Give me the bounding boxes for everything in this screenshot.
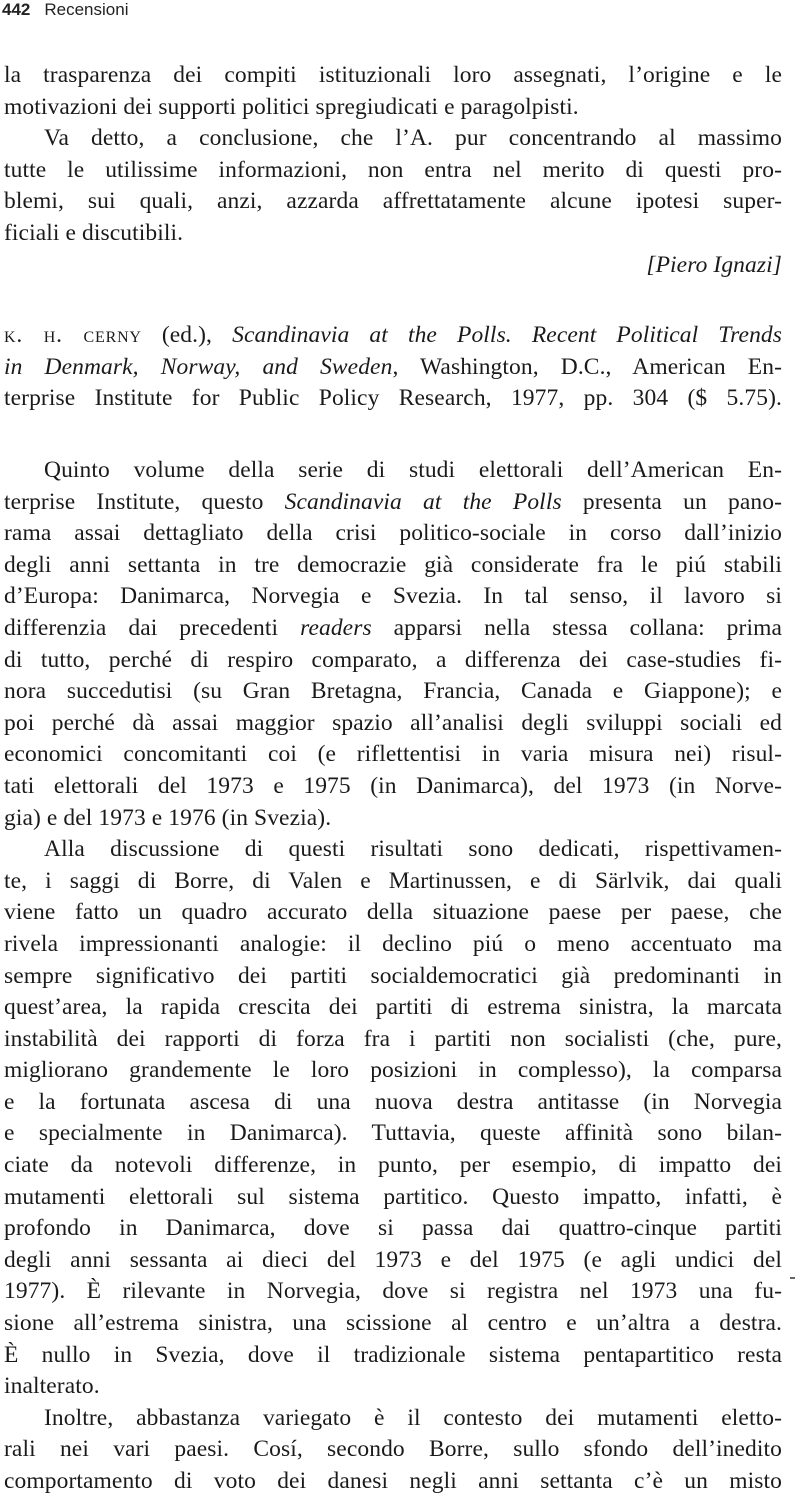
text-line: gia) e del 1973 e 1976 (in Svezia). xyxy=(4,804,332,831)
text-line: ciate da notevoli differenze, in punto, per esempio, di impatto dei xyxy=(4,1152,782,1179)
text-line: tutte le utilissime informazioni, non entra nel merito di questi pro- xyxy=(4,156,782,183)
text-line: comportamento di voto dei danesi negli anni settanta c’è un misto xyxy=(4,1468,782,1494)
citation-line: in Denmark, Norway, and Sweden, Washington, D.C., American En- xyxy=(4,353,782,380)
text-line: nora succedutisi (su Gran Bretagna, Francia, Canada e Giappone); e xyxy=(4,678,782,705)
text-line: poi perché dà assai maggior spazio all’analisi degli sviluppi sociali ed xyxy=(4,709,782,736)
book-citation xyxy=(4,320,782,415)
book-title: Scandinavia at the Polls. Recent Political Trends xyxy=(232,322,782,348)
text-line: inalterato. xyxy=(4,1373,100,1400)
text-line: ficiali e discutibili. xyxy=(4,219,184,246)
book-author: k. h. cerny xyxy=(4,322,142,348)
text-line: Alla discussione di questi risultati sono dedicati, rispettivamen- xyxy=(44,836,782,863)
text-line: rali nei vari paesi. Cosí, secondo Borre, sullo sfondo dell’inedito xyxy=(4,1436,782,1463)
text-line: 1977). È rilevante in Norvegia, dove si registra nel 1973 una fu- xyxy=(4,1278,782,1305)
text-line: differenzia dai precedenti readers apparsi nella stessa collana: prima xyxy=(4,614,782,641)
text-line: Va detto, a conclusione, che l’A. pur concentrando al massimo xyxy=(44,125,782,152)
text-line: di tutto, perché di respiro comparato, a differenza dei case-studies fi- xyxy=(4,646,782,673)
section-title: Recensioni xyxy=(44,0,129,19)
text-line: blemi, sui quali, anzi, azzarda affrettatamente alcune ipotesi super- xyxy=(4,188,782,215)
citation-line: terprise Institute for Public Policy Research, 1977, pp. 304 ($ 5.75). xyxy=(4,385,782,412)
text-line: d’Europa: Danimarca, Norvegia e Svezia. In tal senso, il lavoro si xyxy=(4,583,782,610)
text-line: Inoltre, abbastanza variegato è il contesto dei mutamenti eletto- xyxy=(44,1404,782,1431)
text-line: degli anni settanta in tre democrazie già considerate fra le piú stabili xyxy=(4,551,782,578)
text-line: rama assai dettagliato della crisi politico-sociale in corso dall’inizio xyxy=(4,520,782,547)
book-title-cont: in Denmark, Norway, and Sweden xyxy=(4,353,393,380)
text-line: sione all’estrema sinistra, una scissione al centro e un’altra a destra. xyxy=(4,1310,782,1337)
text-line: viene fatto un quadro accurato della situazione paese per paese, che xyxy=(4,899,782,926)
text-line: tati elettorali del 1973 e 1975 (in Danimarca), del 1973 (in Norve- xyxy=(4,772,782,799)
text-line: Quinto volume della serie di studi elettorali dell’American En- xyxy=(44,457,782,483)
running-header xyxy=(2,0,128,22)
citation-line: k. h. cerny (ed.), Scandinavia at the Polls. Recent Political Trends xyxy=(4,322,782,348)
text-line: sempre significativo dei partiti socialdemocratici già predominanti in xyxy=(4,962,782,989)
text-line: motivazioni dei supporti politici spregiudicati e paragolpisti. xyxy=(4,93,579,120)
text-line: e la fortunata ascesa di una nuova destra antitasse (in Norvegia xyxy=(4,1088,782,1115)
reviewer-signature: [Piero Ignazi] xyxy=(646,251,782,278)
text-line: te, i saggi di Borre, di Valen e Martinussen, e di Särlvik, dai quali xyxy=(4,867,782,894)
page-number: 442 xyxy=(2,0,31,19)
text-line: terprise Institute, questo Scandinavia at the Polls presenta un pano- xyxy=(4,488,782,515)
text-line: rivela impressionanti analogie: il declino piú o meno accentuato ma xyxy=(4,930,782,957)
review-body xyxy=(4,455,782,1498)
text-line: profondo in Danimarca, dove si passa dai quattro-cinque partiti xyxy=(4,1215,782,1242)
text-line: la trasparenza dei compiti istituzionali loro assegnati, l’origine e le xyxy=(4,62,782,88)
text-line: quest’area, la rapida crescita dei partiti di estrema sinistra, la marcata xyxy=(4,994,782,1021)
text-line: degli anni sessanta ai dieci del 1973 e del 1975 (e agli undici del xyxy=(4,1246,782,1273)
text-line: e specialmente in Danimarca). Tuttavia, queste affinità sono bilan- xyxy=(4,1120,782,1147)
previous-review-ending xyxy=(4,60,782,281)
text-line: economici concomitanti coi (e riflettentisi in varia misura nei) risul- xyxy=(4,741,782,768)
text-line: instabilità dei rapporti di forza fra i partiti non socialisti (che, pure, xyxy=(4,1025,782,1052)
margin-mark xyxy=(790,1277,795,1279)
text-line: mutamenti elettorali sul sistema partitico. Questo impatto, infatti, è xyxy=(4,1183,782,1210)
text-line: È nullo in Svezia, dove il tradizionale sistema pentapartitico resta xyxy=(4,1341,782,1368)
text-line: migliorano grandemente le loro posizioni in complesso), la comparsa xyxy=(4,1057,782,1084)
